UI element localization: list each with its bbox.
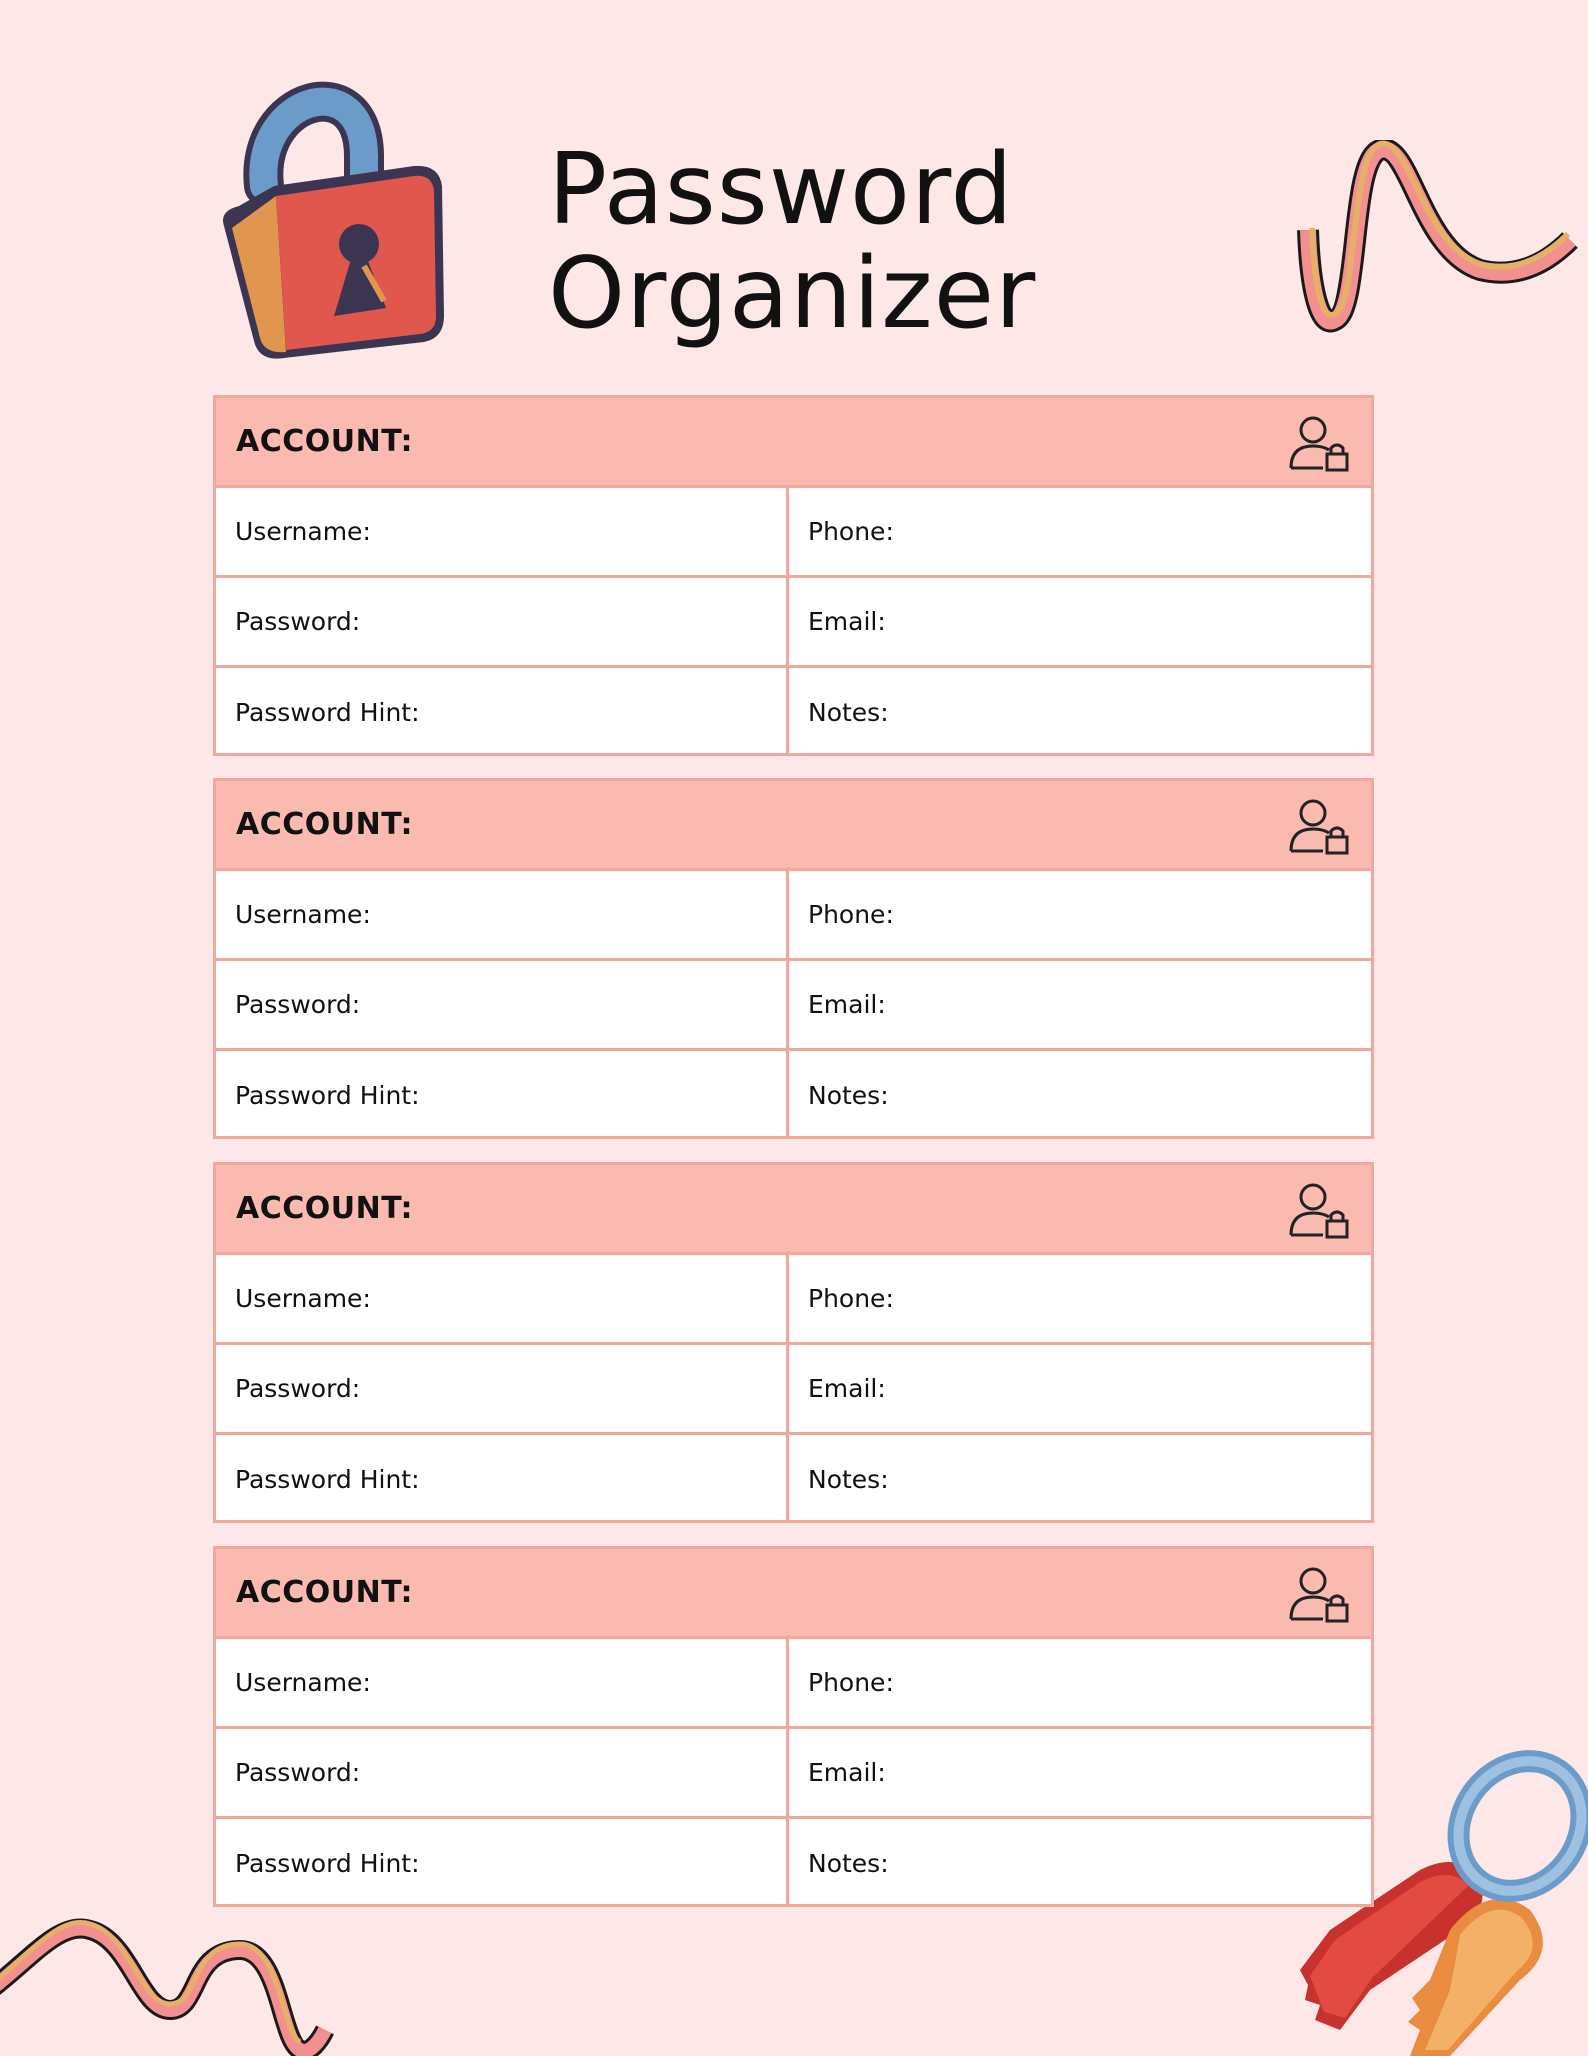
field-row — [216, 1729, 1371, 1819]
field-row — [216, 578, 1371, 668]
username-field[interactable]: Username: — [216, 1639, 789, 1726]
phone-field[interactable]: Phone: — [808, 900, 894, 929]
user-lock-icon — [1287, 412, 1351, 474]
notes-field[interactable]: Notes: — [808, 697, 889, 727]
padlock-icon — [214, 76, 454, 366]
password-field[interactable]: Password: — [216, 1729, 789, 1816]
password-hint-field[interactable]: Password Hint: — [216, 1435, 789, 1523]
field-row — [216, 1819, 1371, 1907]
email-field[interactable]: Email: — [808, 1374, 886, 1403]
notes-field[interactable]: Notes: — [808, 1464, 889, 1494]
account-label: ACCOUNT: — [236, 424, 414, 459]
account-section-1 — [213, 395, 1374, 756]
field-row — [216, 1345, 1371, 1435]
field-row — [216, 1255, 1371, 1345]
field-row — [216, 668, 1371, 756]
account-label: ACCOUNT: — [236, 807, 414, 842]
user-lock-icon — [1287, 1179, 1351, 1241]
account-header — [216, 1165, 1371, 1255]
field-row — [216, 871, 1371, 961]
notes-field[interactable]: Notes: — [808, 1080, 889, 1110]
password-hint-field[interactable]: Password Hint: — [216, 668, 789, 756]
email-field[interactable]: Email: — [808, 1758, 886, 1787]
account-header — [216, 1549, 1371, 1639]
account-label: ACCOUNT: — [236, 1575, 414, 1610]
email-field[interactable]: Email: — [808, 607, 886, 636]
title-line-1: Password — [548, 133, 1014, 247]
account-section-4 — [213, 1546, 1374, 1907]
phone-field[interactable]: Phone: — [808, 1284, 894, 1313]
account-section-3 — [213, 1162, 1374, 1523]
email-field[interactable]: Email: — [808, 990, 886, 1019]
password-field[interactable]: Password: — [216, 1345, 789, 1432]
field-row — [216, 961, 1371, 1051]
username-field[interactable]: Username: — [216, 871, 789, 958]
title-line-2: Organizer — [548, 237, 1037, 351]
notes-field[interactable]: Notes: — [808, 1848, 889, 1878]
user-lock-icon — [1287, 1563, 1351, 1625]
password-hint-field[interactable]: Password Hint: — [216, 1819, 789, 1907]
account-header — [216, 398, 1371, 488]
password-hint-field[interactable]: Password Hint: — [216, 1051, 789, 1139]
squiggle-decoration-top — [1290, 140, 1588, 340]
phone-field[interactable]: Phone: — [808, 1668, 894, 1697]
password-field[interactable]: Password: — [216, 961, 789, 1048]
phone-field[interactable]: Phone: — [808, 517, 894, 546]
user-lock-icon — [1287, 795, 1351, 857]
username-field[interactable]: Username: — [216, 1255, 789, 1342]
account-section-2 — [213, 778, 1374, 1139]
username-field[interactable]: Username: — [216, 488, 789, 575]
field-row — [216, 1051, 1371, 1139]
squiggle-decoration-bottom — [0, 1900, 340, 2056]
password-field[interactable]: Password: — [216, 578, 789, 665]
account-header — [216, 781, 1371, 871]
account-label: ACCOUNT: — [236, 1191, 414, 1226]
field-row — [216, 488, 1371, 578]
page-title — [548, 133, 1037, 351]
field-row — [216, 1639, 1371, 1729]
field-row — [216, 1435, 1371, 1523]
